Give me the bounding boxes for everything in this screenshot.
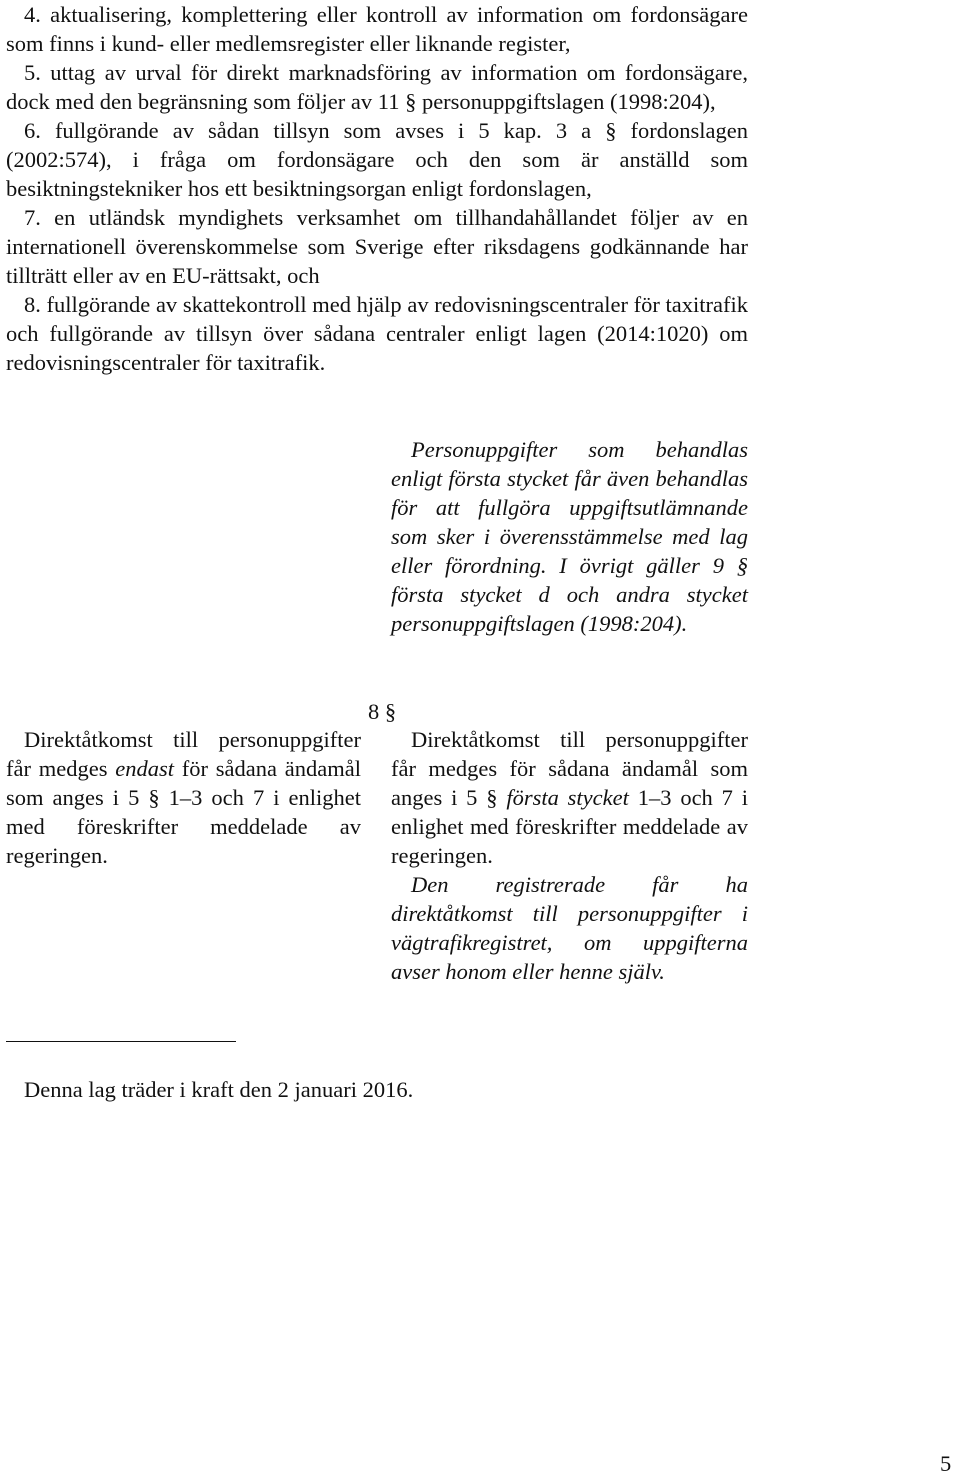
footer-divider (6, 1041, 236, 1042)
list-item: 4. aktualisering, komplettering eller kontroll av information om fordonsägare som finns i kund- eller medlemsregister eller liknande register, (6, 2, 748, 56)
current-wording-paragraph (6, 725, 361, 870)
added-paragraph: Personuppgifter som behandlas enligt första stycket får även behandlas för att fullgöra uppgiftsutlämnande som sker i överensstämmelse med lag eller förordning. I övrigt gäller 9 § första stycket d och andra stycket personuppgiftslagen (1998:204). (391, 437, 748, 636)
proposed-wording-paragraph (391, 725, 748, 870)
current-wording-column (6, 725, 361, 870)
list-item: 7. en utländsk myndighets verksamhet om tillhandahållandet följer av en internationell överenskommelse som Sverige efter riksdagens godkännande har tillträtt eller av en EU-rättsakt, och (6, 205, 748, 288)
added-paragraph-column (391, 435, 748, 638)
list-item: 6. fullgörande av sådan tillsyn som avses i 5 kap. 3 a § fordonslagen (2002:574), i fråga om fordonsägare och den som är anställd som besiktningstekniker hos ett besiktningsorgan enligt fordonslagen, (6, 118, 748, 201)
proposed-text-emphasis: första stycket (506, 785, 629, 810)
current-text-part2: för sådana ändamål som anges i 5 § 1–3 och 7 i enlighet med föreskrifter meddelade av regeringen. (6, 756, 362, 868)
page-number: 5 (940, 1451, 952, 1476)
enumerated-list (6, 0, 748, 377)
proposed-text-part1: Direktåtkomst till personuppgifter får medges för sådana ändamål som anges i 5 § (391, 727, 748, 810)
list-item: 5. uttag av urval för direkt marknadsföring av information om fordonsägare, dock med den begränsning som följer av 11 § personuppgiftslagen (1998:204), (6, 60, 748, 114)
proposed-wording-column (391, 725, 748, 986)
current-text-emphasis: endast (115, 756, 175, 781)
proposed-added-paragraph: Den registrerade får ha direktåtkomst till personuppgifter i vägtrafikregistret, om uppgifterna avser honom eller henne själv. (391, 872, 748, 984)
entry-into-force-text: Denna lag träder i kraft den 2 januari 2016. (24, 1077, 414, 1102)
list-item: 8. fullgörande av skattekontroll med hjälp av redovisningscentraler för taxitrafik och fullgörande av tillsyn över sådana centraler enligt lagen (2014:1020) om redovisningscentraler för taxitrafik. (6, 292, 748, 375)
current-text-part1: Direktåtkomst till personuppgifter får medges (6, 727, 361, 781)
proposed-text-part2: 1–3 och 7 i enlighet med föreskrifter meddelade av regeringen. (391, 785, 748, 868)
section-number: 8 § (368, 699, 397, 724)
